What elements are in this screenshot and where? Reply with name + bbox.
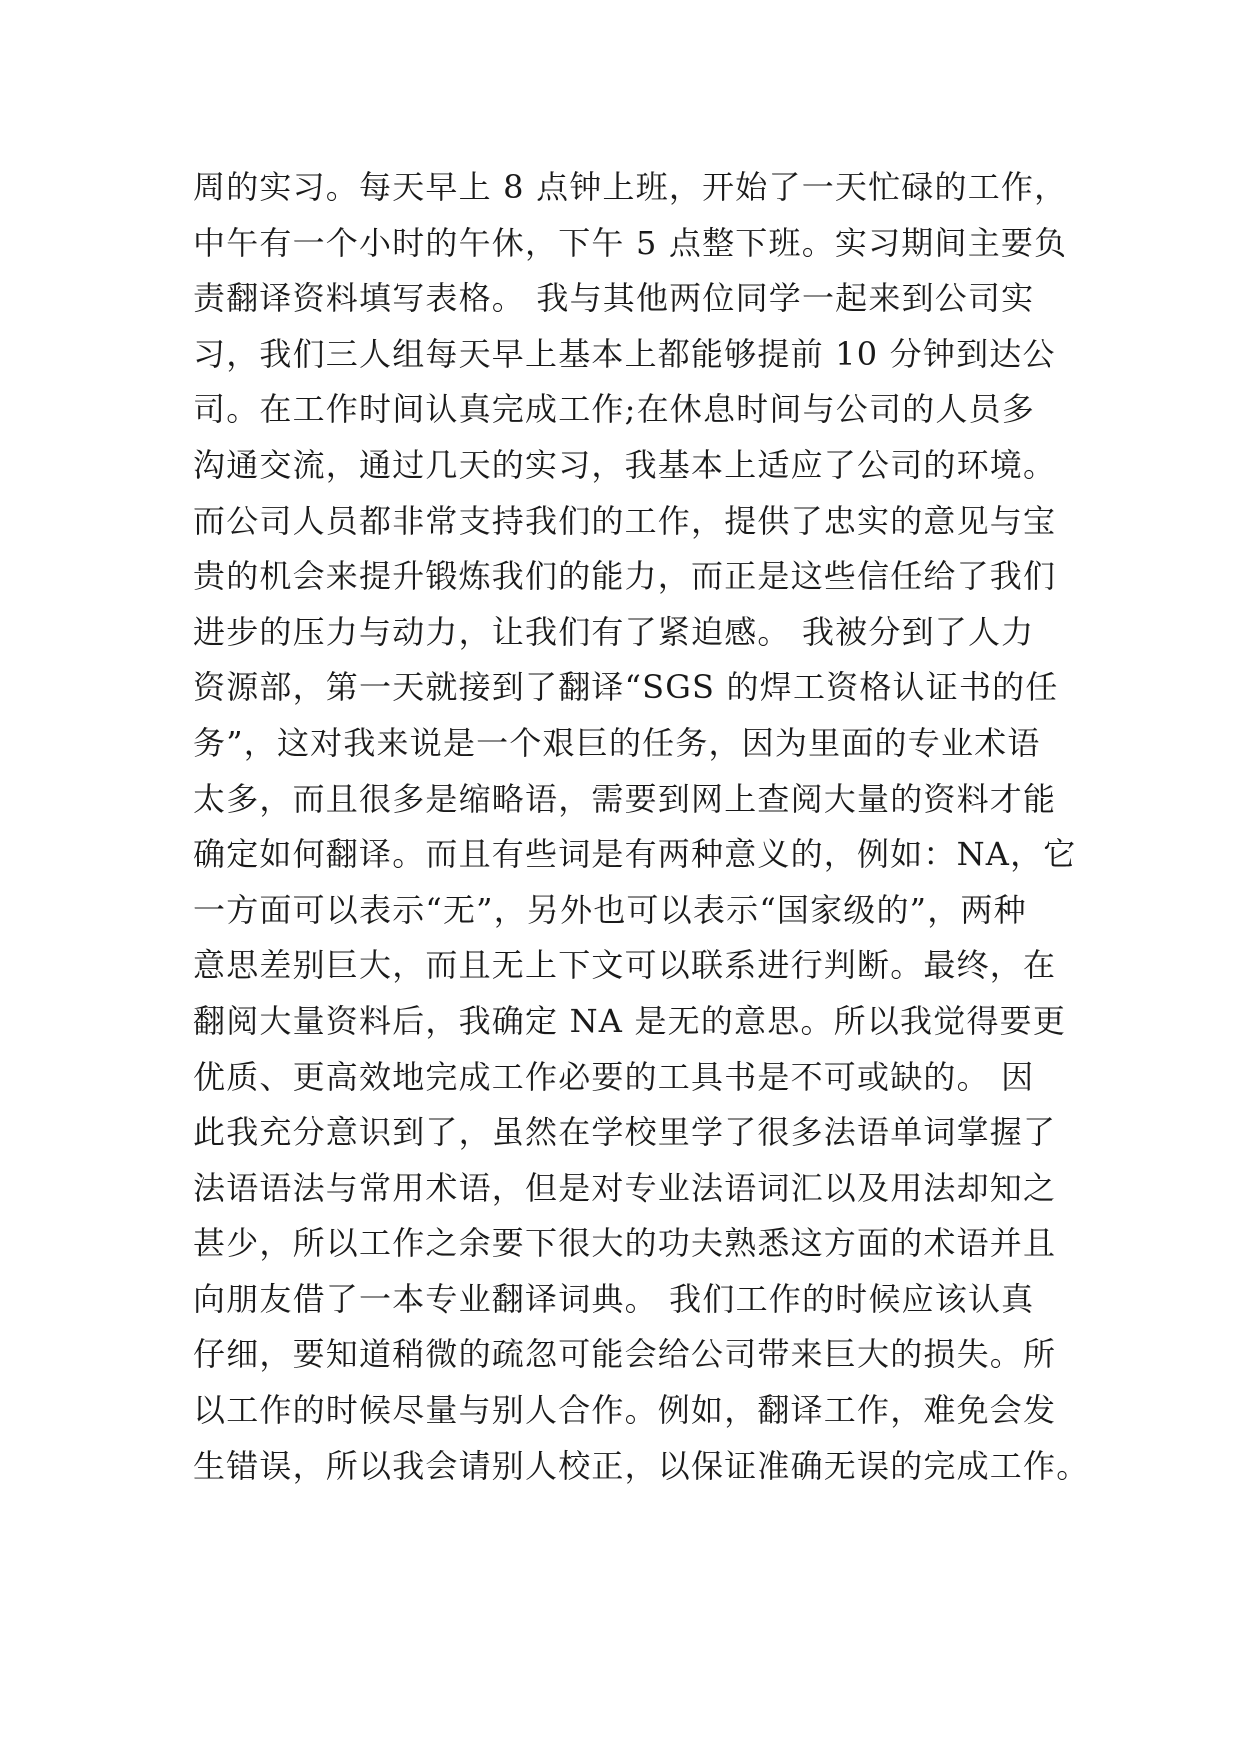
text-line: 太多，而且很多是缩略语，需要到网上查阅大量的资料才能 bbox=[193, 779, 1057, 818]
text-line: 意思差别巨大，而且无上下文可以联系进行判断。最终，在 bbox=[193, 946, 1057, 985]
text-line: 此我充分意识到了，虽然在学校里学了很多法语单词掌握了 bbox=[193, 1113, 1057, 1152]
text-line: 而公司人员都非常支持我们的工作，提供了忠实的意见与宝 bbox=[193, 501, 1057, 540]
text-line: 周的实习。每天早上 8 点钟上班，开始了一天忙碌的工作， bbox=[193, 168, 1068, 206]
text-line: 责翻译资料填写表格。 我与其他两位同学一起来到公司实 bbox=[193, 279, 1035, 318]
text-line: 仔细，要知道稍微的疏忽可能会给公司带来巨大的损失。所 bbox=[193, 1335, 1057, 1374]
text-line: 向朋友借了一本专业翻译词典。 我们工作的时候应该认真 bbox=[193, 1279, 1035, 1318]
text-line: 以工作的时候尽量与别人合作。例如，翻译工作，难免会发 bbox=[193, 1391, 1057, 1430]
text-line: 司。在工作时间认真完成工作;在休息时间与公司的人员多 bbox=[193, 390, 1035, 429]
text-line: 甚少，所以工作之余要下很大的功夫熟悉这方面的术语并且 bbox=[193, 1224, 1057, 1263]
text-line: 中午有一个小时的午休，下午 5 点整下班。实习期间主要负 bbox=[193, 223, 1068, 262]
text-line: 生错误，所以我会请别人校正，以保证准确无误的完成工作。 bbox=[193, 1446, 1090, 1485]
text-line: 一方面可以表示“无”，另外也可以表示“国家级的”，两种 bbox=[193, 890, 1027, 929]
text-line: 优质、更高效地完成工作必要的工具书是不可或缺的。 因 bbox=[193, 1057, 1035, 1096]
text-line: 翻阅大量资料后，我确定 NA 是无的意思。所以我觉得要更 bbox=[193, 1001, 1067, 1040]
text-line: 资源部，第一天就接到了翻译“SGS 的焊工资格认证书的任 bbox=[193, 668, 1059, 707]
text-line: 习，我们三人组每天早上基本上都能够提前 10 分钟到达公 bbox=[193, 334, 1056, 373]
text-line: 沟通交流，通过几天的实习，我基本上适应了公司的环境。 bbox=[193, 445, 1057, 484]
body-paragraph bbox=[193, 160, 1093, 1494]
text-line: 务”，这对我来说是一个艰巨的任务，因为里面的专业术语 bbox=[193, 723, 1041, 762]
text-line: 贵的机会来提升锻炼我们的能力，而正是这些信任给了我们 bbox=[193, 557, 1057, 596]
text-line: 法语语法与常用术语，但是对专业法语词汇以及用法却知之 bbox=[193, 1168, 1057, 1207]
text-line: 确定如何翻译。而且有些词是有两种意义的，例如：NA，它 bbox=[193, 835, 1077, 874]
text-line: 进步的压力与动力，让我们有了紧迫感。 我被分到了人力 bbox=[193, 612, 1035, 651]
